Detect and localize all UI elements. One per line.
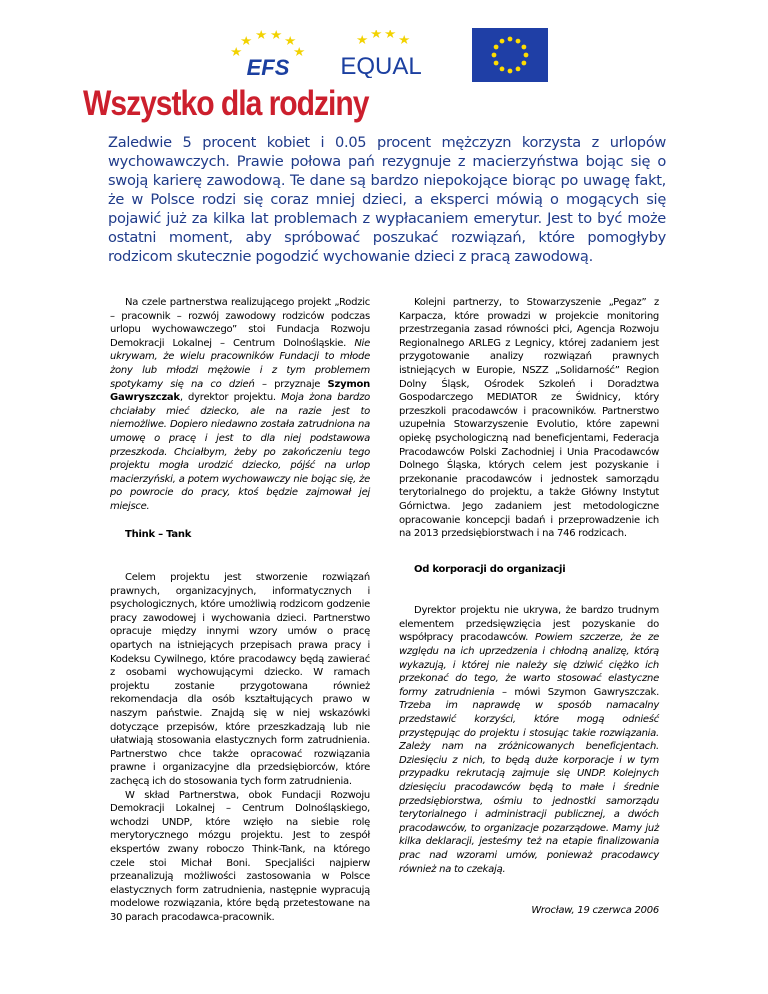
article-title: Wszystko dla rodziny [83, 84, 369, 123]
section-heading-korporacje: Od korporacji do organizacji [414, 563, 566, 575]
equal-logo [329, 30, 433, 78]
equal-stars-icon [357, 30, 410, 44]
left-column [110, 296, 370, 925]
right-p2-text: Dyrektor projektu nie ukrywa, że bardzo trudnym elementem przedsięwzięcia jest pozyskanie do współpracy pracodawców. [399, 605, 659, 644]
left-paragraph-1 [110, 296, 370, 514]
right-column [399, 296, 659, 918]
article-lead: Zaledwie 5 procent kobiet i 0.05 procent mężczyzn korzysta z urlopów wychowawczych. Prawie połowa pań rezygnuje z macierzyństwa bojąc się o swoją karierę zawodową. Te dane są bardzo niepokojące biorąc po uwagę fakt, że w Polsce rodzi się coraz mniej dzieci, a eksperci mówią o mogących się pojawić już za kilka lat problemach z wypłacaniem emerytur. Jest to być może ostatni moment, aby spróbować poszukać rozwiązań, które pomogłyby rodzicom skutecznie pogodzić wychowanie dzieci z pracą zawodową. [108, 134, 666, 265]
left-p1-quote-2: Moja żona bardzo chciałaby mieć dziecko, ale na razie jest to niemożliwe. Dopiero niedawno została zatrudniona na umowę o pracę i jest to dla niej podstawowa przeszkoda. Chciałbym, żeby po zakończeniu tego projektu mogła urodzić dziecko, pójść na urlop macierzyński, a potem wychowawczy nie bojąc się, że po powrocie do pracy, ktoś będzie zajmował jej miejsce. [110, 392, 370, 512]
director-role: , dyrektor projektu. [179, 392, 282, 404]
right-p2-quote-1: Powiem szczerze, że ze względu na ich uprzedzenia i chłodną analizę, którą wykazują, i której nie należy się dziwić ciężko ich przekonać do tego, że warto stosować elastyczne formy zatrudnienia [399, 632, 659, 698]
left-paragraph-3: W skład Partnerstwa, obok Fundacji Rozwoju Demokracji Lokalnej – Centrum Dolnośląskiego, wchodzi UNDP, które wzięło na siebie rolę merytorycznego mózgu projektu. Jest to zespół ekspertów zwany roboczo Think-Tank, na którego czele stoi Michał Boni. Specjaliści najpierw przeanalizują możliwości zastosowania w Polsce elastycznych form zatrudnienia, następnie wypracują modelowe rozwiązania, które będą przetestowane na 30 parach pracodawca-pracownik. [110, 789, 370, 923]
logo-bar [0, 0, 768, 92]
right-paragraph-2 [399, 604, 659, 876]
eu-flag-icon [472, 28, 548, 82]
left-p1-text: Na czele partnerstwa realizującego projekt „Rodzic – pracownik – rozwój zawodowy rodziców podczas urlopu wychowawczego” stoi Fundacja Rozwoju Demokracji Lokalnej – Centrum Dolnośląskie. [110, 297, 370, 349]
left-p1-connector: – przyznaje [254, 378, 328, 390]
left-paragraph-2: Celem projektu jest stworzenie rozwiązań prawnych, organizacyjnych, informatycznych i psychologicznych, które umożliwią rodzicom godzenie pracy zawodowej i wychowania dzieci. Partnerstwo opracuje między innymi wzory umów o pracę opartych na istniejących przepisach prawa pracy i Kodeksu Cywilnego, które pracodawcy będą zawierać z osobami wychowującymi dziecko. W ramach projektu zostanie przygotowana również rekomendacja dla osób kształtujących prawo w naszym państwie. Znajdą się w niej wskazówki dotyczące przepisów, które przeszkadzają lub nie ułatwiają stosowania elastycznych form zatrudnienia. Partnerstwo chce także opracować rozwiązania prawne i organizacyjne dla przedsiębiorców, które zachęcą ich do stosowania tych form zatrudnienia. [110, 572, 370, 787]
efs-stars-icon [231, 30, 305, 56]
director-name: Szymon Gawryszczak [110, 378, 370, 404]
efs-logo [223, 30, 313, 78]
left-p1-quote-1: Nie ukrywam, że wielu pracowników Fundacji to młode żony lub młodzi mężowie i z tym problemem spotykamy się na co dzień [110, 337, 370, 390]
section-heading-think-tank: Think – Tank [125, 528, 192, 540]
efs-logo-text: EFS [246, 55, 290, 78]
right-p2-connector: – mówi Szymon Gawryszczak. [494, 686, 659, 698]
right-paragraph-1: Kolejni partnerzy, to Stowarzyszenie „Pegaz” z Karpacza, które prowadzi w projekcie monitoring przestrzegania zasad równości płci, Agencja Rozwoju Regionalnego ARLEG z Legnicy, której zadaniem jest przygotowanie analizy rozwiązań prawnych istniejących w Europie, NSZZ „Solidarność” Region Dolny Śląsk, Ośrodek Szkoleń i Doradztwa Gospodarczego MEDIATOR ze Świdnicy, który przeszkoli pracodawców i pracowników. Partnerstwo uzupełnia Stowarzyszenie Evolutio, które zapewni opiekę psychologiczną nad beneficjentami, Federacja Pracodawców Polski Zachodniej i Unia Pracodawców Dolnego Śląska, których celem jest pozyskanie i przekonanie pracodawców i jednostek samorządu terytorialnego do projektu, a także Główny Instytut Górnictwa. Jego zadaniem jest metodologiczne opracowanie koncepcji badań i przeprowadzenie ich na 2013 przedsiębiorstwach i na 746 rodzicach. [399, 297, 659, 540]
equal-logo-text: EQUAL [340, 53, 422, 78]
signature-date: Wrocław, 19 czerwca 2006 [531, 905, 659, 917]
right-p2-quote-2: Trzeba im naprawdę w sposób namacalny przedstawić korzyści, które mogą odnieść przystępując do projektu i stosując takie rozwiązania. Zależy nam na zróżnicowanych beneficjentach. Dziesięciu z nich, to będą duże korporacje i w tym przypadku rekrutacją zajmuje się UNDP. Kolejnych dziesięciu pracodawców będą to małe i średnie przedsiębiorstwa, ośmiu to jednostki samorządu terytorialnego i administracji publicznej, a dwóch pracodawców, to organizacje pozarządowe. Mamy już kilka deklaracji, jesteśmy też na etapie finalizowania prac nad wzorami umów, ponieważ pracodawcy również na to czekają. [399, 700, 659, 875]
